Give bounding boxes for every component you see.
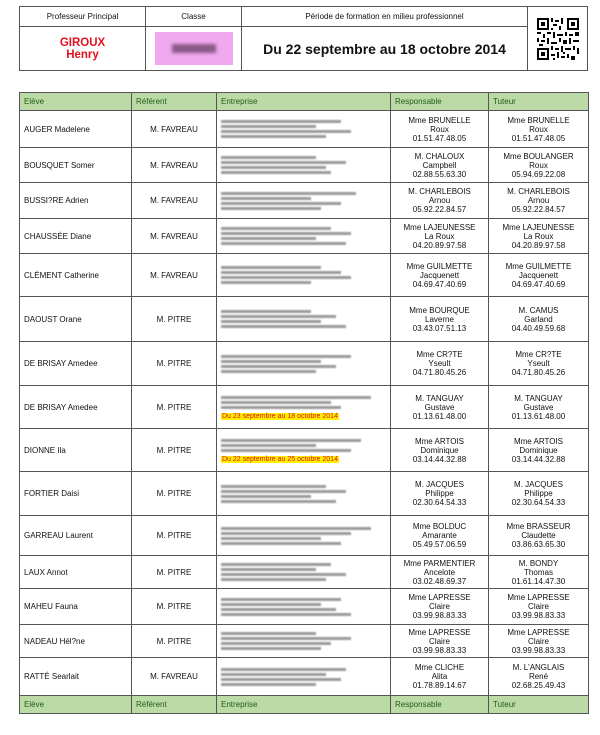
- responsable-cell: [391, 472, 489, 516]
- company-cell-redacted: [217, 148, 391, 183]
- table-row: [20, 342, 589, 386]
- redacted-line: [221, 135, 326, 138]
- contact-firstname: Jacquenett: [419, 270, 460, 280]
- referent-cell: M. PITRE: [132, 297, 217, 342]
- responsable-cell: [391, 219, 489, 254]
- contact-firstname: René: [528, 672, 549, 681]
- company-cell-redacted: [217, 342, 391, 386]
- redacted-line: [221, 171, 331, 174]
- contact-name: Mme BRASSEUR: [506, 522, 571, 531]
- contact-phone: 04.20.89.97.58: [412, 240, 467, 250]
- student-name-cell: LAUX Annot: [20, 556, 132, 589]
- contact-firstname: Dominique: [420, 445, 459, 455]
- footer-eleve: Elève: [20, 696, 132, 714]
- contact-firstname: Laverne: [425, 314, 454, 324]
- contact-firstname: Jacquenett: [518, 270, 559, 280]
- referent-cell: M. PITRE: [132, 589, 217, 625]
- redacted-line: [221, 537, 321, 540]
- contact-name: M. CHARLEBOIS: [507, 187, 570, 196]
- contact-phone: 05.92.22.84.57: [412, 205, 467, 214]
- contact-name: Mme GUILMETTE: [406, 261, 473, 271]
- tuteur-cell: [489, 429, 589, 472]
- contact-firstname: Thomas: [524, 567, 553, 577]
- table-row: [20, 589, 589, 625]
- tuteur-cell: [489, 219, 589, 254]
- responsable-cell: [391, 342, 489, 386]
- student-name-cell: DAOUST Orane: [20, 297, 132, 342]
- student-name-cell: NADEAU Hél?ne: [20, 625, 132, 658]
- contact-phone: 03.43.07.51.13: [412, 323, 467, 333]
- contact-firstname: Alita: [431, 672, 448, 681]
- redacted-line: [221, 207, 321, 210]
- redacted-line: [221, 490, 346, 493]
- redacted-line: [221, 271, 341, 274]
- contact-firstname: Ancelote: [423, 567, 456, 577]
- referent-cell: M. PITRE: [132, 472, 217, 516]
- contact-name: Mme LAJEUNESSE: [403, 222, 476, 232]
- table-row: [20, 472, 589, 516]
- redacted-line: [221, 608, 336, 611]
- contact-phone: 03.99.98.83.33: [412, 645, 467, 655]
- responsable-cell: [391, 658, 489, 696]
- contact-name: Mme CR?TE: [515, 350, 562, 359]
- contact-firstname: Roux: [529, 160, 548, 170]
- contact-name: Mme LAPRESSE: [507, 627, 570, 637]
- redacted-line: [221, 276, 351, 279]
- redacted-line: [221, 573, 346, 576]
- student-name-cell: DE BRISAY Amedee: [20, 342, 132, 386]
- contact-firstname: Roux: [529, 124, 548, 134]
- redacted-line: [221, 125, 316, 128]
- redacted-line: [221, 563, 331, 566]
- period-note-highlight: Du 22 septembre au 25 octobre 2014: [222, 456, 338, 463]
- contact-phone: 03.14.44.32.88: [412, 454, 467, 464]
- contact-phone: 03.86.63.65.30: [511, 540, 566, 549]
- contact-phone: 01.61.14.47.30: [511, 576, 566, 586]
- tuteur-cell: [489, 472, 589, 516]
- period-label: Période de formation en milieu professionnel: [242, 7, 527, 27]
- redacted-line: [221, 406, 341, 409]
- redacted-line: [221, 678, 341, 681]
- contact-phone: 03.02.48.69.37: [412, 576, 467, 586]
- contact-name: Mme BRUNELLE: [408, 115, 471, 125]
- referent-cell: M. FAVREAU: [132, 254, 217, 297]
- company-cell-redacted: [217, 516, 391, 556]
- contact-firstname: Roux: [430, 124, 449, 134]
- referent-cell: M. PITRE: [132, 386, 217, 429]
- tuteur-cell: [489, 148, 589, 183]
- contact-phone: 01.13.61.48.00: [412, 411, 467, 421]
- tuteur-cell: [489, 254, 589, 297]
- redacted-line: [221, 673, 326, 676]
- responsable-cell: [391, 516, 489, 556]
- redacted-line: [221, 485, 326, 488]
- company-cell-redacted: [217, 589, 391, 625]
- contact-name: Mme LAPRESSE: [408, 593, 471, 602]
- class-value-redacted: [155, 32, 233, 65]
- table-row: [20, 625, 589, 658]
- contact-name: Mme LAJEUNESSE: [502, 222, 575, 232]
- company-cell-redacted: [217, 183, 391, 219]
- contact-firstname: Gustave: [424, 402, 455, 412]
- table-header-row: [20, 93, 589, 111]
- company-cell-redacted: [217, 625, 391, 658]
- redacted-line: [221, 120, 341, 123]
- company-cell-redacted: [217, 297, 391, 342]
- contact-phone: 02.68.25.49.43: [511, 681, 566, 690]
- company-cell-redacted: [217, 658, 391, 696]
- contact-phone: 04.40.49.59.68: [511, 323, 566, 333]
- table-row: [20, 254, 589, 297]
- table-row: [20, 219, 589, 254]
- responsable-cell: [391, 429, 489, 472]
- footer-responsable: Responsable: [391, 696, 489, 714]
- tuteur-cell: [489, 658, 589, 696]
- tuteur-cell: [489, 625, 589, 658]
- redacted-line: [221, 365, 336, 368]
- period-note-highlight: Du 23 septembre au 18 octobre 2014: [222, 413, 338, 420]
- student-name-cell: CLÉMENT Catherine: [20, 254, 132, 297]
- redacted-line: [221, 242, 346, 245]
- redacted-line: [221, 396, 371, 399]
- table-footer-row: [20, 696, 589, 714]
- tuteur-cell: [489, 516, 589, 556]
- prof-column: [20, 7, 146, 70]
- contact-phone: 04.69.47.40.69: [511, 279, 566, 289]
- contact-name: Mme PARMENTIER: [403, 558, 476, 568]
- tuteur-cell: [489, 297, 589, 342]
- contact-firstname: Yseult: [527, 359, 550, 368]
- contact-name: Mme BOULANGER: [503, 151, 574, 161]
- prof-name: [60, 37, 105, 61]
- contact-phone: 03.14.44.32.88: [511, 454, 566, 464]
- student-name-cell: DE BRISAY Amedee: [20, 386, 132, 429]
- redacted-line: [221, 325, 346, 328]
- contact-name: M. TANGUAY: [514, 393, 563, 403]
- referent-cell: M. PITRE: [132, 556, 217, 589]
- contact-firstname: Campbell: [422, 160, 457, 170]
- contact-name: M. CAMUS: [518, 305, 559, 315]
- responsable-cell: [391, 556, 489, 589]
- redacted-line: [221, 532, 351, 535]
- table-row: [20, 183, 589, 219]
- student-name-cell: BOUSQUET Somer: [20, 148, 132, 183]
- company-cell-redacted: [217, 386, 391, 429]
- contact-firstname: Philippe: [524, 489, 553, 498]
- redacted-line: [221, 568, 316, 571]
- student-name-cell: GARREAU Laurent: [20, 516, 132, 556]
- student-name-cell: MAHEU Fauna: [20, 589, 132, 625]
- contact-phone: 03.99.98.83.33: [412, 611, 467, 620]
- tuteur-cell: [489, 183, 589, 219]
- contact-firstname: Claire: [528, 636, 549, 646]
- contact-name: M. BONDY: [518, 558, 559, 568]
- student-name-cell: CHAUSSÉE Diane: [20, 219, 132, 254]
- contact-firstname: Arnou: [428, 196, 451, 205]
- referent-cell: M. PITRE: [132, 429, 217, 472]
- tuteur-cell: [489, 342, 589, 386]
- table-row: [20, 148, 589, 183]
- student-name-cell: DIONNE Ila: [20, 429, 132, 472]
- contact-phone: 05.92.22.84.57: [511, 205, 566, 214]
- period-value: Du 22 septembre au 18 octobre 2014: [263, 40, 506, 57]
- redacted-line: [221, 161, 346, 164]
- contact-phone: 02.30.64.54.33: [412, 498, 467, 507]
- responsable-cell: [391, 183, 489, 219]
- contact-firstname: Garland: [524, 314, 553, 324]
- referent-cell: M. FAVREAU: [132, 111, 217, 148]
- redacted-line: [221, 355, 351, 358]
- redacted-line: [221, 310, 311, 313]
- table-row: [20, 386, 589, 429]
- redacted-line: [221, 683, 316, 686]
- redacted-line: [221, 449, 351, 452]
- table-row: [20, 429, 589, 472]
- student-name-cell: AUGER Madelene: [20, 111, 132, 148]
- redacted-line: [221, 237, 316, 240]
- class-label: Classe: [146, 7, 241, 27]
- header-entreprise: Entreprise: [217, 93, 391, 111]
- redacted-line: [221, 578, 326, 581]
- header-responsable: Responsable: [391, 93, 489, 111]
- table-row: [20, 111, 589, 148]
- redacted-line: [221, 232, 351, 235]
- contact-name: Mme LAPRESSE: [408, 627, 471, 637]
- redacted-line: [221, 197, 311, 200]
- redacted-line: [221, 632, 316, 635]
- responsable-cell: [391, 254, 489, 297]
- company-cell-redacted: [217, 556, 391, 589]
- contact-phone: 04.69.47.40.69: [412, 279, 467, 289]
- contact-firstname: Arnou: [527, 196, 550, 205]
- footer-entreprise: Entreprise: [217, 696, 391, 714]
- table-row: [20, 516, 589, 556]
- tuteur-cell: [489, 111, 589, 148]
- redacted-line: [221, 613, 351, 616]
- redacted-line: [221, 156, 316, 159]
- contact-name: Mme LAPRESSE: [507, 593, 570, 602]
- redacted-line: [221, 192, 356, 195]
- qr-code-icon: [535, 16, 581, 62]
- table-row: [20, 297, 589, 342]
- company-cell-redacted: [217, 429, 391, 472]
- redacted-line: [221, 637, 351, 640]
- header-tuteur: Tuteur: [489, 93, 589, 111]
- company-cell-redacted: [217, 472, 391, 516]
- contact-firstname: Yseult: [428, 359, 451, 368]
- contact-name: Mme BOLDUC: [412, 522, 467, 531]
- company-cell-redacted: [217, 111, 391, 148]
- redacted-line: [221, 542, 341, 545]
- redacted-line: [221, 166, 326, 169]
- redacted-line: [221, 647, 321, 650]
- contact-phone: 02.30.64.54.33: [511, 498, 566, 507]
- contact-firstname: La Roux: [424, 231, 455, 241]
- contact-phone: 04.71.80.45.26: [511, 368, 566, 377]
- contact-phone: 01.13.61.48.00: [511, 411, 566, 421]
- contact-phone: 01.51.47.48.05: [412, 133, 467, 143]
- responsable-cell: [391, 297, 489, 342]
- prof-label: Professeur Principal: [20, 7, 145, 27]
- tuteur-cell: [489, 556, 589, 589]
- contact-name: M. CHALOUX: [414, 151, 465, 161]
- company-cell-redacted: [217, 254, 391, 297]
- contact-name: Mme GUILMETTE: [505, 261, 572, 271]
- contact-name: M. JACQUES: [514, 480, 563, 489]
- contact-name: Mme BOURQUE: [409, 305, 470, 315]
- prof-last-name: GIROUX: [59, 36, 106, 49]
- footer-referent: Référent: [132, 696, 217, 714]
- header-referent: Référent: [132, 93, 217, 111]
- referent-cell: M. FAVREAU: [132, 183, 217, 219]
- table-row: [20, 658, 589, 696]
- contact-firstname: Philippe: [425, 489, 454, 498]
- contact-name: Mme CR?TE: [416, 350, 463, 359]
- tuteur-cell: [489, 589, 589, 625]
- redacted-line: [221, 315, 336, 318]
- redacted-line: [221, 527, 371, 530]
- redacted-line: [221, 227, 331, 230]
- referent-cell: M. PITRE: [132, 342, 217, 386]
- qr-column: [528, 7, 587, 70]
- header-block: [19, 6, 588, 71]
- redacted-line: [221, 444, 316, 447]
- contact-firstname: Claudette: [521, 531, 556, 540]
- redacted-line: [221, 495, 311, 498]
- tuteur-cell: [489, 386, 589, 429]
- redacted-line: [221, 668, 346, 671]
- contact-phone: 04.71.80.45.26: [412, 368, 467, 377]
- contact-name: Mme ARTOIS: [513, 436, 564, 446]
- redacted-line: [221, 320, 321, 323]
- referent-cell: M. FAVREAU: [132, 658, 217, 696]
- contact-phone: 01.78.89.14.67: [412, 681, 467, 690]
- responsable-cell: [391, 111, 489, 148]
- redacted-line: [221, 642, 331, 645]
- student-name-cell: RATTÉ Searlait: [20, 658, 132, 696]
- contact-firstname: Claire: [528, 602, 549, 611]
- redacted-line: [221, 130, 351, 133]
- contact-firstname: Amarante: [422, 531, 457, 540]
- redacted-line: [221, 360, 321, 363]
- header-eleve: Elève: [20, 93, 132, 111]
- contact-phone: 03.99.98.83.33: [511, 645, 566, 655]
- student-name-cell: FORTIER Daisi: [20, 472, 132, 516]
- period-column: [242, 7, 528, 70]
- responsable-cell: [391, 386, 489, 429]
- contact-phone: 01.51.47.48.05: [511, 133, 566, 143]
- contact-phone: 04.20.89.97.58: [511, 240, 566, 250]
- contact-name: M. JACQUES: [415, 480, 464, 489]
- contact-name: M. TANGUAY: [415, 393, 464, 403]
- contact-firstname: Claire: [429, 602, 450, 611]
- redacted-line: [221, 266, 321, 269]
- redacted-line: [221, 500, 336, 503]
- redacted-line: [221, 281, 311, 284]
- contact-phone: 05.49.57.06.59: [412, 540, 467, 549]
- contact-name: M. CHARLEBOIS: [408, 187, 471, 196]
- responsable-cell: [391, 148, 489, 183]
- footer-tuteur: Tuteur: [489, 696, 589, 714]
- contact-firstname: La Roux: [523, 231, 554, 241]
- redacted-line: [221, 598, 341, 601]
- contact-name: Mme BRUNELLE: [507, 115, 570, 125]
- contact-name: Mme ARTOIS: [414, 436, 465, 446]
- contact-firstname: Claire: [429, 636, 450, 646]
- contact-phone: 02.88.55.63.30: [412, 169, 467, 179]
- referent-cell: M. PITRE: [132, 625, 217, 658]
- class-column: [146, 7, 242, 70]
- responsable-cell: [391, 589, 489, 625]
- prof-first-name: Henry: [66, 48, 99, 61]
- referent-cell: M. PITRE: [132, 516, 217, 556]
- redacted-line: [221, 401, 331, 404]
- redacted-line: [221, 202, 341, 205]
- redacted-line: [221, 439, 361, 442]
- contact-phone: 03.99.98.83.33: [511, 611, 566, 620]
- table-row: [20, 556, 589, 589]
- responsable-cell: [391, 625, 489, 658]
- redacted-line: [221, 370, 316, 373]
- company-cell-redacted: [217, 219, 391, 254]
- referent-cell: M. FAVREAU: [132, 148, 217, 183]
- students-table: [19, 92, 589, 714]
- contact-name: Mme CLICHE: [414, 663, 465, 672]
- referent-cell: M. FAVREAU: [132, 219, 217, 254]
- contact-phone: 05.94.69.22.08: [511, 169, 566, 179]
- contact-firstname: Dominique: [519, 445, 558, 455]
- contact-firstname: Gustave: [523, 402, 554, 412]
- contact-name: M. L'ANGLAIS: [512, 663, 565, 672]
- student-name-cell: BUSSI?RE Adrien: [20, 183, 132, 219]
- redacted-line: [221, 603, 321, 606]
